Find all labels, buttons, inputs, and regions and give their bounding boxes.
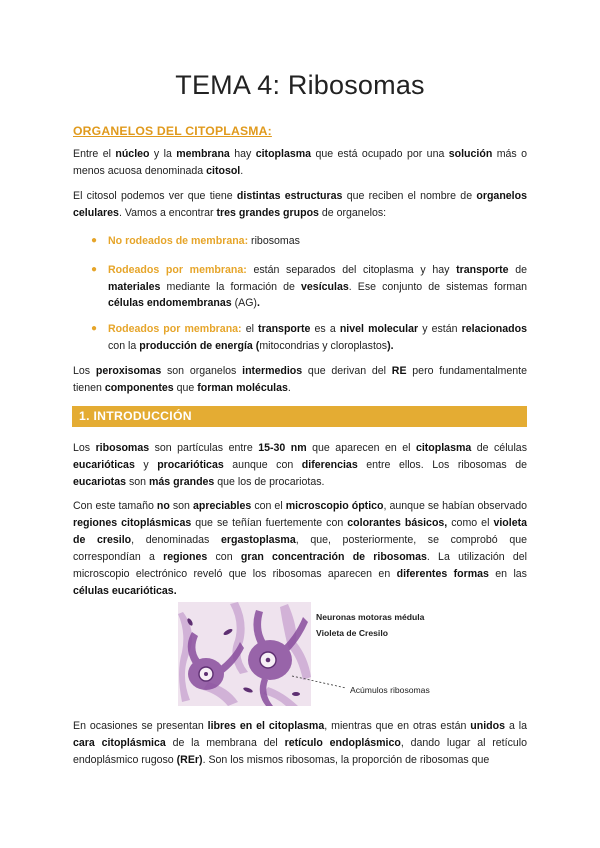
bullet-lead: Rodeados por membrana: bbox=[108, 264, 247, 276]
bold-term: más grandes bbox=[148, 476, 215, 488]
bold-term: ). bbox=[387, 339, 394, 352]
text-run: mitocondrias y cloroplastos bbox=[259, 339, 388, 352]
text-run: como el bbox=[447, 517, 494, 529]
bold-term: transporte bbox=[258, 323, 311, 335]
paragraph-locations bbox=[73, 718, 527, 769]
bold-term: forman moléculas bbox=[197, 382, 288, 394]
bold-term: apreciables bbox=[192, 500, 252, 512]
bullet-dot-icon: ● bbox=[91, 264, 98, 275]
text-run: , aunque se habían observado bbox=[383, 500, 527, 512]
bold-term: 15-30 nm bbox=[258, 442, 307, 454]
text-run: que se teñían fuertemente con bbox=[191, 517, 348, 529]
bold-term: violeta de cresilo bbox=[73, 517, 528, 546]
bold-term: tres grandes grupos bbox=[216, 207, 319, 219]
paragraph-cytoplasm bbox=[73, 146, 527, 180]
bold-term: regiones bbox=[163, 551, 208, 563]
text-run: Entre el bbox=[73, 148, 116, 160]
bullet-item bbox=[91, 321, 527, 354]
text-run: que reciben el nombre de bbox=[342, 190, 477, 202]
bold-term: peroxisomas bbox=[95, 365, 162, 377]
text-run: y bbox=[134, 459, 158, 471]
text-run: . Son los mismos ribosomas, la proporción de ribosomas que bbox=[202, 754, 490, 766]
paragraph-peroxisomes bbox=[73, 363, 527, 397]
text-run: En ocasiones se presentan bbox=[73, 720, 208, 732]
text-run: . Ese conjunto de sistemas forman bbox=[348, 280, 527, 293]
bullet-lead: No rodeados de membrana: bbox=[108, 235, 249, 247]
bold-term: transporte bbox=[456, 264, 509, 276]
bold-term: unidos bbox=[470, 720, 506, 732]
bold-term: libres en el citoplasma bbox=[207, 720, 325, 732]
bold-term: solución bbox=[448, 148, 493, 160]
text-run: que los de procariotas. bbox=[214, 476, 325, 488]
text-run: ribosomas bbox=[248, 235, 300, 247]
text-run: de organelos: bbox=[318, 207, 387, 219]
text-run: y la bbox=[149, 148, 177, 160]
text-run: , que, posteriormente, se comprobó que correspondían a bbox=[73, 534, 528, 563]
bullet-text bbox=[108, 323, 527, 352]
text-run: es a bbox=[310, 323, 340, 335]
text-run: (AG) bbox=[231, 297, 257, 309]
bold-term: . bbox=[256, 297, 260, 309]
page-title: TEMA 4: Ribosomas bbox=[175, 70, 425, 100]
bold-term: intermedios bbox=[242, 365, 303, 377]
bold-term: citoplasma bbox=[255, 148, 312, 160]
text-run: en las bbox=[488, 568, 527, 580]
bold-term: vesículas bbox=[301, 280, 349, 293]
bullet-text bbox=[108, 235, 300, 247]
bold-term: producción de energía ( bbox=[139, 339, 260, 352]
bold-term: organelos celulares bbox=[73, 190, 527, 219]
bullet-dot-icon: ● bbox=[91, 323, 98, 334]
bold-term: gran concentración de ribosomas bbox=[240, 551, 427, 563]
bold-term: citoplasma bbox=[415, 442, 472, 454]
text-run: , dando lugar al retículo endoplásmico rugoso bbox=[73, 737, 528, 766]
text-run: con la bbox=[108, 339, 140, 352]
text-run: que está ocupado por una bbox=[311, 148, 449, 160]
text-run: son organelos bbox=[161, 365, 243, 377]
text-run: . bbox=[240, 165, 244, 177]
text-run: que derivan del bbox=[302, 365, 392, 377]
text-run: Los bbox=[73, 442, 96, 454]
text-run: están separados del citoplasma y hay bbox=[246, 264, 457, 276]
text-run: que bbox=[173, 382, 198, 394]
subheading: ORGANELOS DEL CITOPLASMA: bbox=[73, 124, 272, 138]
text-run: con bbox=[207, 551, 241, 563]
text-run: . bbox=[287, 382, 291, 394]
text-run: y están bbox=[418, 323, 462, 335]
text-run: . Vamos a encontrar bbox=[118, 207, 217, 219]
bold-term: núcleo bbox=[115, 148, 150, 160]
bold-term: regiones citoplásmicas bbox=[73, 517, 192, 529]
bold-term: cara citoplásmica bbox=[73, 737, 166, 749]
text-run: entre ellos. Los ribosomas de bbox=[357, 459, 527, 471]
text-run: , denominadas bbox=[131, 534, 221, 546]
bold-term: microscopio óptico bbox=[285, 500, 384, 512]
text-run: . La utilización del microscopio electrónico reveló que los ribosomas aparecen en bbox=[73, 551, 527, 580]
bullet-item bbox=[91, 262, 527, 312]
text-run: son bbox=[169, 500, 193, 512]
figure-label: Neuronas motoras médula bbox=[316, 612, 425, 622]
text-run: con el bbox=[251, 500, 286, 512]
bold-term: colorantes básicos, bbox=[347, 517, 448, 529]
figure-pointer-line bbox=[290, 672, 350, 692]
bold-term: materiales bbox=[108, 280, 161, 293]
text-run: aunque con bbox=[223, 459, 302, 471]
bold-term: ribosomas bbox=[95, 442, 150, 454]
text-run: de bbox=[508, 264, 527, 276]
bold-term: RE bbox=[391, 365, 407, 377]
bullet-dot-icon: ● bbox=[91, 235, 98, 246]
text-run: de la membrana del bbox=[165, 737, 285, 749]
bold-term: diferentes formas bbox=[396, 568, 489, 580]
bullet-lead: Rodeados por membrana: bbox=[108, 323, 242, 335]
text-run: mediante la formación de bbox=[160, 280, 302, 293]
bold-term: eucarióticas bbox=[73, 459, 135, 471]
paragraph-cytosol bbox=[73, 188, 527, 222]
figure-label: Acúmulos ribosomas bbox=[350, 685, 430, 695]
bold-term: diferencias bbox=[301, 459, 358, 471]
section-title: 1. INTRODUCCIÓN bbox=[79, 409, 192, 423]
bullet-item bbox=[91, 233, 527, 250]
figure-label: Violeta de Cresilo bbox=[316, 628, 388, 638]
text-run: a la bbox=[505, 720, 527, 732]
text-run: de células bbox=[471, 442, 527, 454]
section-header bbox=[72, 406, 527, 427]
text-run: pero fundamentalmente tienen bbox=[73, 365, 527, 394]
bold-term: células eucarióticas. bbox=[73, 585, 177, 597]
text-run: el bbox=[241, 323, 259, 335]
bold-term: citosol bbox=[206, 165, 241, 177]
text-run: hay bbox=[229, 148, 256, 160]
text-run: más o menos acuosa denominada bbox=[73, 148, 528, 177]
bold-term: eucariotas bbox=[73, 476, 126, 488]
bold-term: membrana bbox=[176, 148, 230, 160]
bold-term: distintas estructuras bbox=[236, 190, 343, 202]
text-run: son bbox=[126, 476, 149, 488]
bold-term: nivel molecular bbox=[339, 323, 419, 335]
text-run: , mientras que en otras están bbox=[324, 720, 471, 732]
bullet-text bbox=[108, 264, 527, 309]
bold-term: relacionados bbox=[461, 323, 527, 335]
bold-term: (REr) bbox=[176, 754, 203, 766]
bold-term: ergastoplasma bbox=[220, 534, 296, 546]
text-run: que aparecen en el bbox=[306, 442, 416, 454]
text-run: son partículas entre bbox=[149, 442, 259, 454]
paragraph-microscope bbox=[73, 498, 527, 600]
text-run: Los bbox=[73, 365, 96, 377]
bold-term: células endomembranas bbox=[108, 297, 232, 309]
bold-term: componentes bbox=[104, 382, 174, 394]
text-run: Con este tamaño bbox=[73, 500, 157, 512]
bold-term: procarióticas bbox=[157, 459, 224, 471]
text-run: El citosol podemos ver que tiene bbox=[73, 190, 237, 202]
paragraph-ribosomes bbox=[73, 440, 527, 491]
bold-term: retículo endoplásmico bbox=[284, 737, 401, 749]
bold-term: no bbox=[156, 500, 170, 512]
